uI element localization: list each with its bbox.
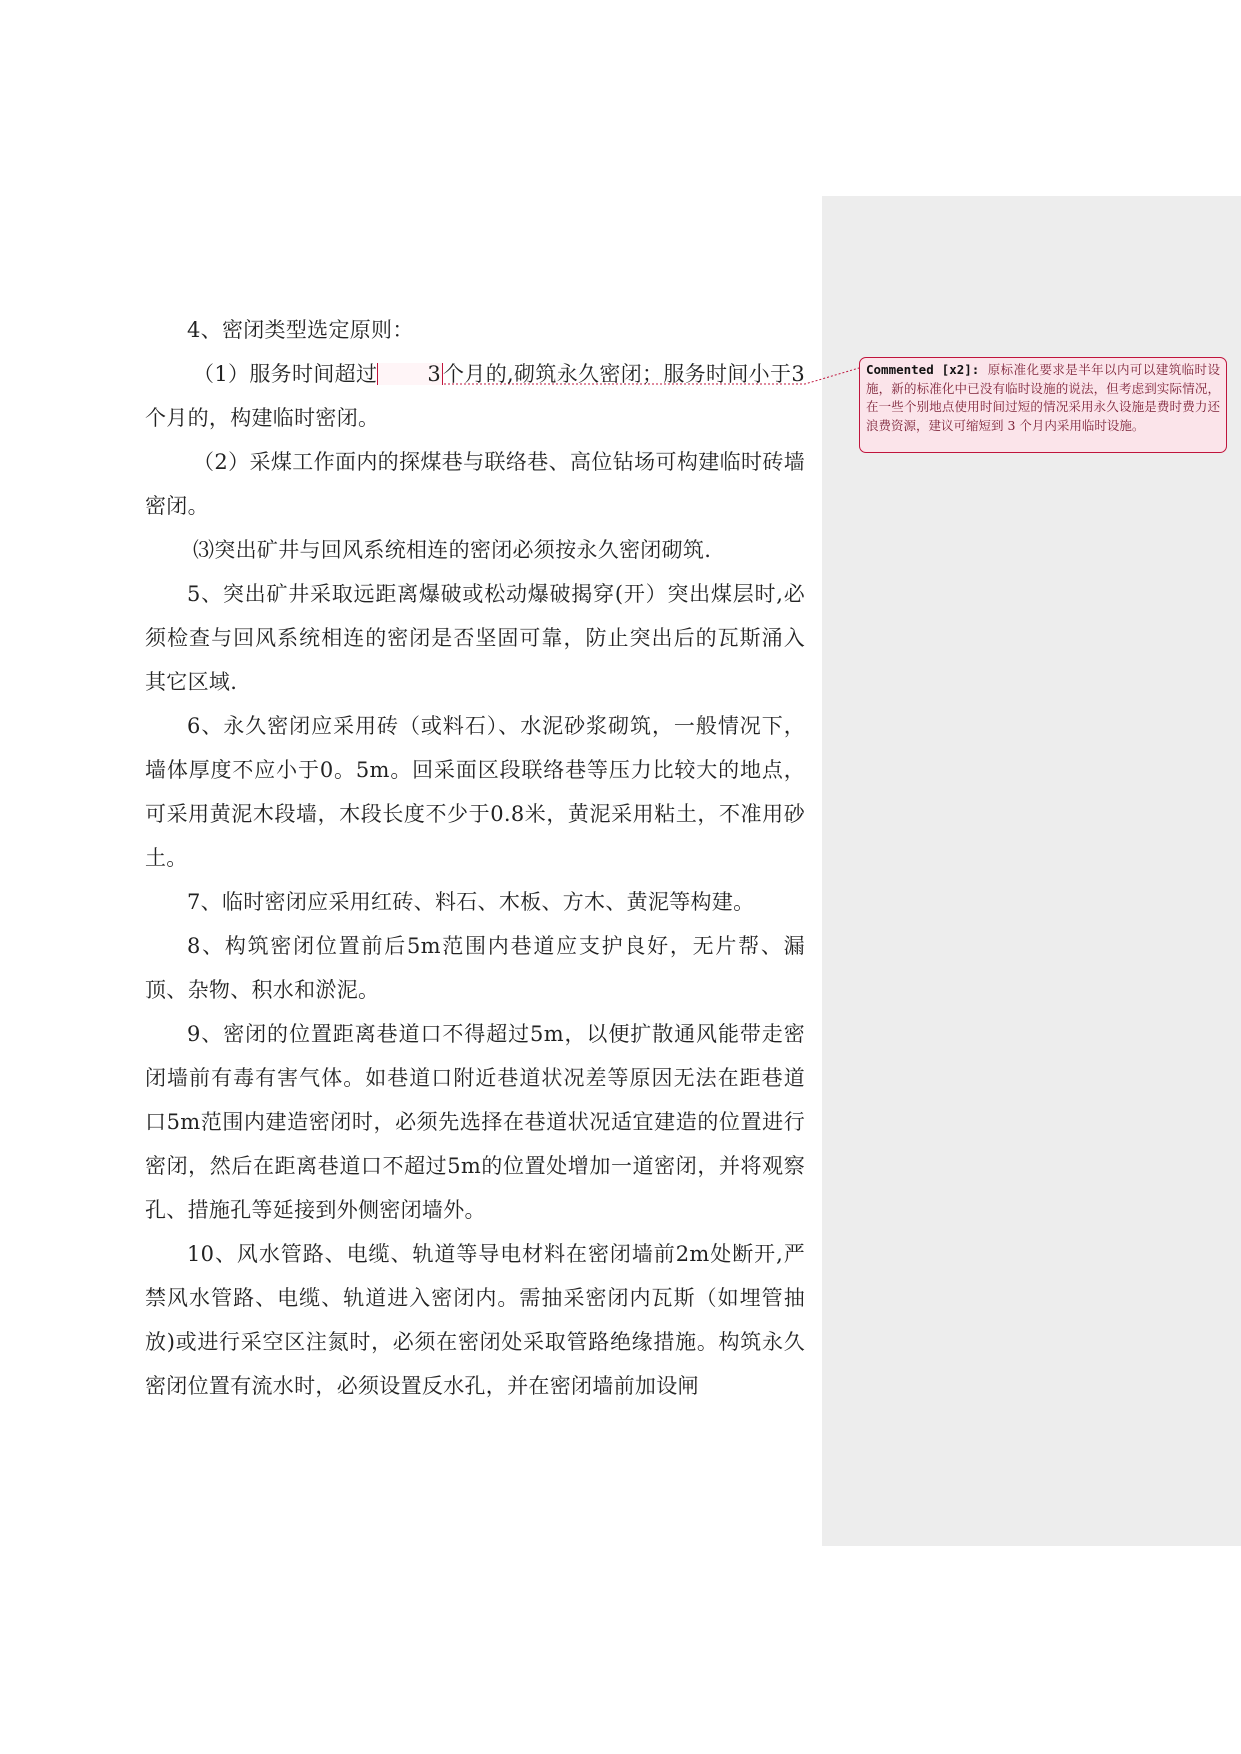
paragraph-9: 9、密闭的位置距离巷道口不得超过5m，以便扩散通风能带走密闭墙前有毒有害气体。如巷道口附近巷道状况差等原因无法在距巷道口5m范围内建造密闭时，必须先选择在巷道状况适宜建造的位置进行密闭，然后在距离巷道口不超过5m的位置处增加一道密闭，并将观察孔、措施孔等延接到外侧密闭墙外。 bbox=[145, 1022, 805, 1222]
paragraph-5: 5、突出矿井采取远距离爆破或松动爆破揭穿(开）突出煤层时,必须检查与回风系统相连的密闭是否坚固可靠，防止突出后的瓦斯涌入其它区域. bbox=[145, 582, 805, 694]
comment-balloon[interactable] bbox=[859, 357, 1227, 453]
paragraph-4-item-2: （2）采煤工作面内的探煤巷与联络巷、高位钻场可构建临时砖墙密闭。 bbox=[145, 450, 805, 518]
item-1-text-before: （1）服务时间超过 bbox=[193, 362, 378, 386]
paragraph-10: 10、风水管路、电缆、轨道等导电材料在密闭墙前2m处断开,严禁风水管路、电缆、轨道进入密闭内。需抽采密闭内瓦斯（如埋管抽放)或进行采空区注氮时，必须在密闭处采取管路绝缘措施。构筑永久密闭位置有流水时，必须设置反水孔，并在密闭墙前加设闸 bbox=[145, 1242, 805, 1398]
item-1-text-after: 个月的,砌筑永久密闭；服务时间小于3个月的，构建临时密闭。 bbox=[145, 362, 806, 430]
paragraph-8: 8、构筑密闭位置前后5m范围内巷道应支护良好，无片帮、漏顶、杂物、积水和淤泥。 bbox=[145, 934, 805, 1002]
document-body bbox=[145, 308, 805, 1408]
comment-text: 原标准化要求是半年以内可以建筑临时设施，新的标准化中已没有临时设施的说法，但考虑到实际情况，在一些个别地点使用时间过短的情况采用永久设施是费时费力还浪费资源，建议可缩短到 3 个月内采用临时设施。 bbox=[866, 362, 1220, 433]
paragraph-6: 6、永久密闭应采用砖（或料石）、水泥砂浆砌筑，一般情况下，墙体厚度不应小于0。5m。回采面区段联络巷等压力比较大的地点，可采用黄泥木段墙，木段长度不少于0.8米，黄泥采用粘土，不准用砂土。 bbox=[145, 714, 805, 870]
paragraph-4-item-3: ⑶突出矿井与回风系统相连的密闭必须按永久密闭砌筑. bbox=[193, 538, 712, 562]
comment-header: Commented [x2]: bbox=[866, 362, 980, 377]
comment-anchor[interactable]: 3 bbox=[377, 363, 443, 385]
paragraph-4-heading: 4、密闭类型选定原则： bbox=[187, 318, 414, 342]
paragraph-4-item-1 bbox=[145, 352, 805, 440]
paragraph-7: 7、临时密闭应采用红砖、料石、木板、方木、黄泥等构建。 bbox=[187, 890, 755, 914]
